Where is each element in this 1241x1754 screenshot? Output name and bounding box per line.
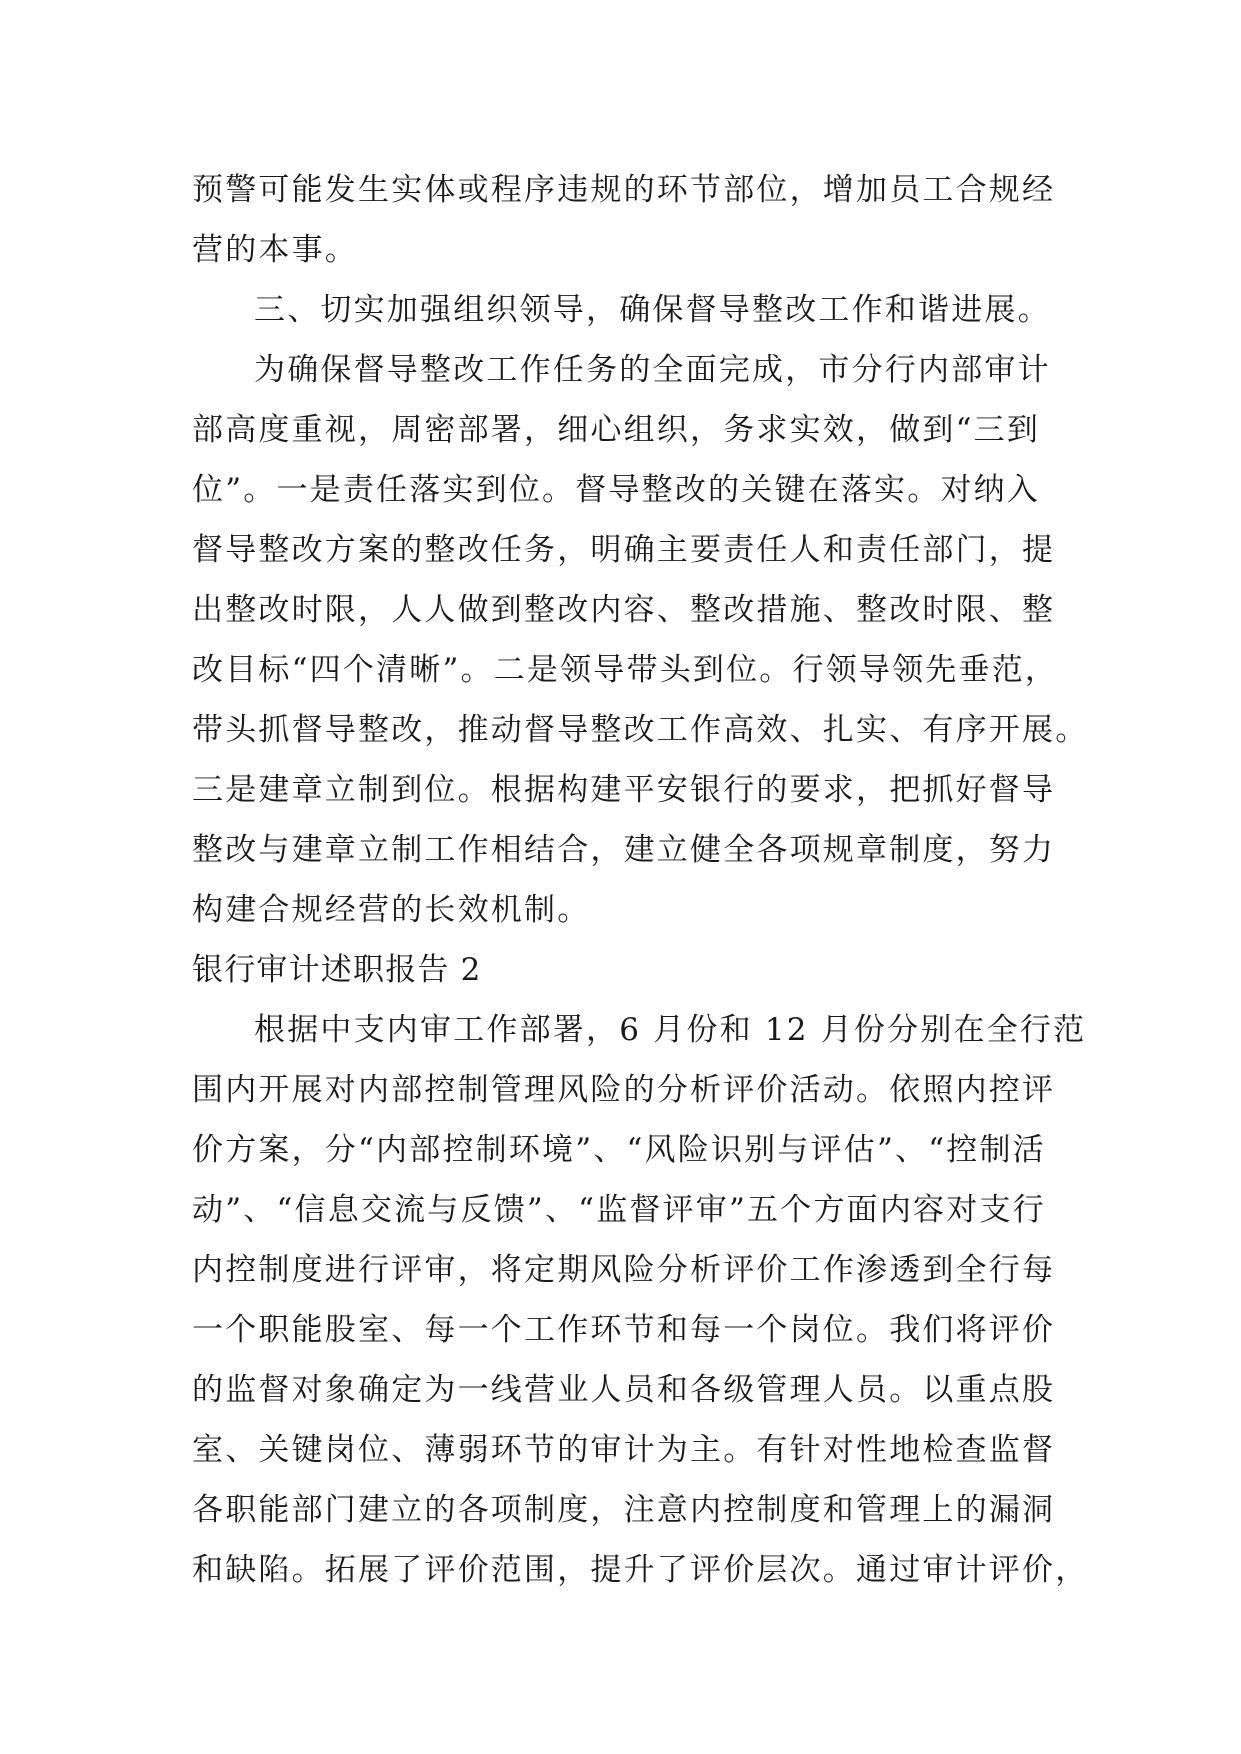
text-line: 为确保督导整改工作任务的全面完成，市分行内部审计 [254, 352, 1051, 388]
text-line: 三是建章立制到位。根据构建平安银行的要求，把抓好督导 [192, 772, 1056, 808]
text-line: 督导整改方案的整改任务，明确主要责任人和责任部门，提 [192, 532, 1056, 568]
text-line: 价方案，分“内部控制环境”、“风险识别与评估”、“控制活 [192, 1132, 1046, 1168]
text-line: 出整改时限，人人做到整改内容、整改措施、整改时限、整 [192, 592, 1056, 628]
text-line: 营的本事。 [192, 232, 358, 268]
text-line: 改目标“四个清晰”。二是领导带头到位。行领导领先垂范， [192, 652, 1059, 688]
text-line: 部高度重视，周密部署，细心组织，务求实效，做到“三到 [192, 412, 1041, 448]
text-line: 构建合规经营的长效机制。 [192, 892, 591, 928]
text-line: 内控制度进行评审，将定期风险分析评价工作渗透到全行每 [192, 1252, 1056, 1288]
text-line: 一个职能股室、每一个工作环节和每一个岗位。我们将评价 [192, 1312, 1056, 1348]
text-line: 预警可能发生实体或程序违规的环节部位，增加员工合规经 [192, 172, 1056, 208]
text-line: 和缺陷。拓展了评价范围，提升了评价层次。通过审计评价， [192, 1552, 1089, 1588]
text-line: 根据中支内审工作部署，6 月份和 12 月份分别在全行范 [254, 1012, 1087, 1048]
text-line: 位”。一是责任落实到位。督导整改的关键在落实。对纳入 [192, 472, 1041, 508]
text-line: 带头抓督导整改，推动督导整改工作高效、扎实、有序开展。 [192, 712, 1089, 748]
text-line: 围内开展对内部控制管理风险的分析评价活动。依照内控评 [192, 1072, 1056, 1108]
text-line: 三、切实加强组织领导，确保督导整改工作和谐进展。 [254, 292, 1051, 328]
text-line: 室、关键岗位、薄弱环节的审计为主。有针对性地检查监督 [192, 1432, 1056, 1468]
text-line: 各职能部门建立的各项制度，注意内控制度和管理上的漏洞 [192, 1492, 1056, 1528]
text-line: 的监督对象确定为一线营业人员和各级管理人员。以重点股 [192, 1372, 1056, 1408]
text-line: 整改与建章立制工作相结合，建立健全各项规章制度，努力 [192, 832, 1056, 868]
section-heading: 银行审计述职报告 2 [192, 952, 482, 988]
document-body [192, 160, 1089, 1600]
text-line: 动”、“信息交流与反馈”、“监督评审”五个方面内容对支行 [192, 1192, 1046, 1228]
